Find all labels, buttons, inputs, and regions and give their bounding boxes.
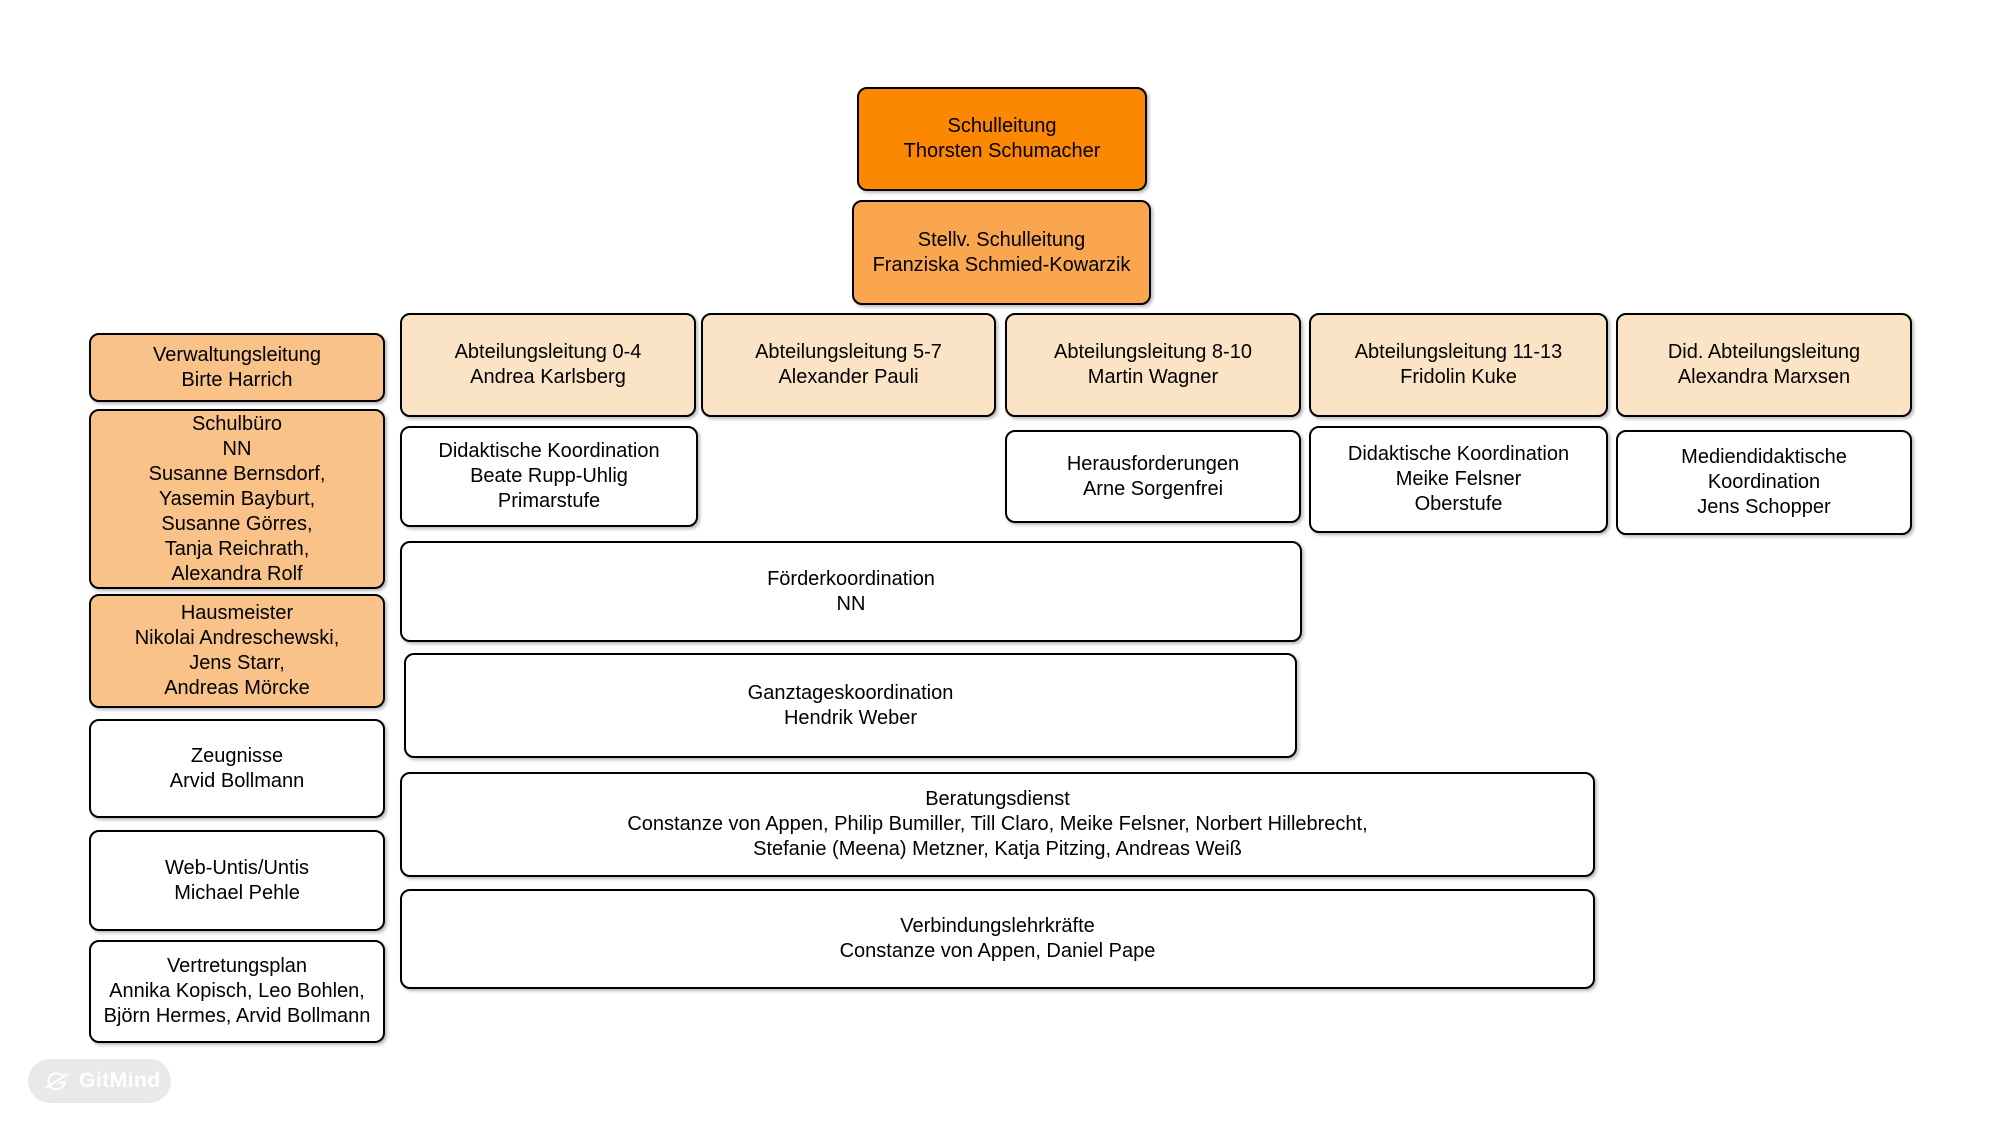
org-node-verbindungslehrkraefte[interactable] xyxy=(400,889,1595,989)
node-person: Primarstufe xyxy=(497,490,601,512)
org-node-foerderkoordination[interactable] xyxy=(400,541,1302,642)
node-person: Meike Felsner xyxy=(1395,468,1522,490)
node-title: Schulleitung xyxy=(947,115,1057,137)
node-title: Did. Abteilungsleitung xyxy=(1667,341,1861,363)
node-person: NN xyxy=(222,437,252,460)
node-title: Beratungsdienst xyxy=(925,788,1070,810)
node-title: Hausmeister xyxy=(180,602,294,624)
node-title: Schulbüro xyxy=(191,412,283,435)
node-person: Susanne Görres, xyxy=(161,512,313,535)
node-title: Web-Untis/Untis xyxy=(164,856,310,879)
node-person: NN xyxy=(836,592,866,615)
node-title: Förderkoordination xyxy=(767,567,935,590)
node-person: Jens Schopper xyxy=(1697,496,1831,518)
node-title: Didaktische Koordination xyxy=(1347,443,1570,465)
node-person: Martin Wagner xyxy=(1087,366,1219,388)
node-title: Didaktische Koordination xyxy=(438,440,660,462)
node-title: Vertretungsplan xyxy=(166,955,308,977)
org-node-hausmeister[interactable] xyxy=(89,594,385,708)
gitmind-watermark-label: GitMind xyxy=(79,1069,161,1092)
node-title: Ganztageskoordination xyxy=(747,681,954,704)
node-person: Thorsten Schumacher xyxy=(903,140,1101,162)
node-title: Abteilungsleitung 8-10 xyxy=(1054,341,1252,363)
org-node-vertretungsplan[interactable] xyxy=(89,940,385,1043)
node-person: Constanze von Appen, Daniel Pape xyxy=(839,940,1156,962)
node-title: Mediendidaktische xyxy=(1681,446,1847,468)
node-person: Fridolin Kuke xyxy=(1400,366,1517,388)
node-person: Michael Pehle xyxy=(174,881,300,904)
node-title: Abteilungsleitung 5-7 xyxy=(755,341,942,363)
node-title: Verbindungslehrkräfte xyxy=(900,915,1095,937)
node-person: Beate Rupp-Uhlig xyxy=(470,465,628,487)
node-person: Birte Harrich xyxy=(181,368,293,391)
node-person: Franziska Schmied-Kowarzik xyxy=(872,253,1131,276)
org-node-verwaltungsleitung[interactable] xyxy=(89,333,385,402)
gitmind-logo-icon xyxy=(43,1068,70,1095)
org-node-ganztageskoordination[interactable] xyxy=(404,653,1297,758)
node-person: Andrea Karlsberg xyxy=(470,366,626,388)
node-title: Verwaltungsleitung xyxy=(153,343,321,366)
node-title: Stellv. Schulleitung xyxy=(917,228,1086,251)
node-person: Susanne Bernsdorf, xyxy=(148,462,326,485)
org-node-abteilungsleitung-11-13[interactable] xyxy=(1309,313,1608,417)
org-node-didaktische-koordination-primarstufe[interactable] xyxy=(400,426,698,527)
node-person: Stefanie (Meena) Metzner, Katja Pitzing, Andreas Weiß xyxy=(753,838,1242,860)
node-person: Arvid Bollmann xyxy=(169,769,305,792)
node-person: Björn Hermes, Arvid Bollmann xyxy=(103,1005,371,1027)
node-person: Oberstufe xyxy=(1414,493,1503,515)
gitmind-watermark-badge[interactable] xyxy=(28,1059,171,1103)
node-person: Annika Kopisch, Leo Bohlen, xyxy=(109,980,365,1002)
node-person: Alexander Pauli xyxy=(778,366,919,388)
org-node-mediendidaktische-koordination[interactable] xyxy=(1616,430,1912,535)
org-node-did-abteilungsleitung[interactable] xyxy=(1616,313,1912,417)
node-title: Herausforderungen xyxy=(1066,452,1240,475)
node-person: Andreas Mörcke xyxy=(164,677,310,699)
org-node-abteilungsleitung-0-4[interactable] xyxy=(400,313,696,417)
node-person: Yasemin Bayburt, xyxy=(158,487,316,510)
node-title: Zeugnisse xyxy=(190,744,284,767)
org-node-stellv-schulleitung[interactable] xyxy=(852,200,1151,305)
org-node-beratungsdienst[interactable] xyxy=(400,772,1595,877)
org-node-abteilungsleitung-5-7[interactable] xyxy=(701,313,996,417)
org-node-schulleitung[interactable] xyxy=(857,87,1147,191)
node-title: Abteilungsleitung 11-13 xyxy=(1354,341,1563,363)
node-person: Alexandra Marxsen xyxy=(1677,366,1851,388)
node-person: Arne Sorgenfrei xyxy=(1082,477,1224,500)
node-person: Hendrik Weber xyxy=(783,706,918,729)
node-person: Constanze von Appen, Philip Bumiller, Till Claro, Meike Felsner, Norbert Hillebrecht, xyxy=(627,813,1368,835)
org-node-schulbuero[interactable] xyxy=(89,409,385,589)
org-node-web-untis[interactable] xyxy=(89,830,385,931)
node-title: Abteilungsleitung 0-4 xyxy=(454,341,642,363)
org-node-zeugnisse[interactable] xyxy=(89,719,385,818)
org-node-abteilungsleitung-8-10[interactable] xyxy=(1005,313,1301,417)
node-person: Nikolai Andreschewski, xyxy=(134,627,340,649)
node-title: Koordination xyxy=(1707,471,1821,493)
org-node-herausforderungen[interactable] xyxy=(1005,430,1301,523)
org-node-didaktische-koordination-oberstufe[interactable] xyxy=(1309,426,1608,533)
node-person: Tanja Reichrath, xyxy=(164,537,310,560)
node-person: Alexandra Rolf xyxy=(171,562,303,585)
node-person: Jens Starr, xyxy=(189,652,285,674)
